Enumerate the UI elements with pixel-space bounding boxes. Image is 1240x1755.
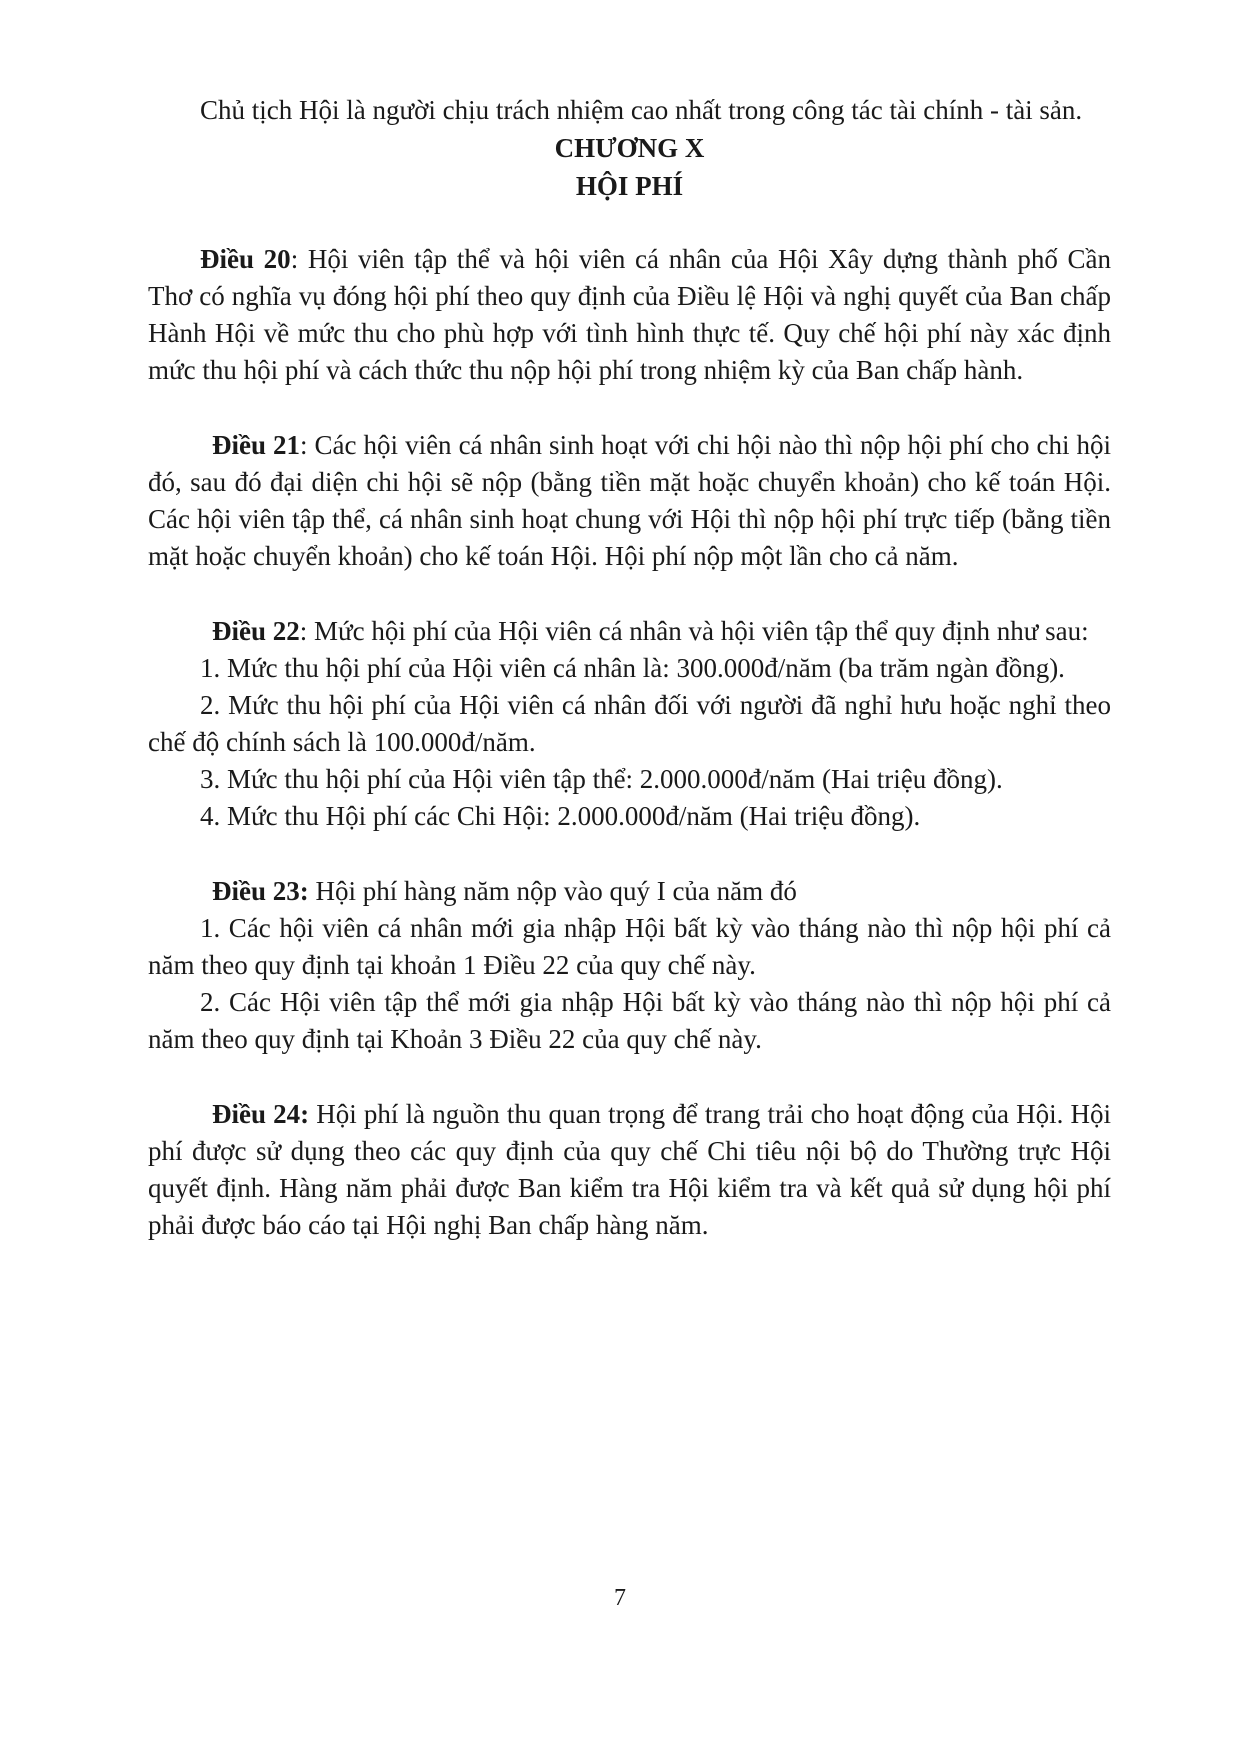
article-22-text: : Mức hội phí của Hội viên cá nhân và hội viên tập thể quy định như sau: (299, 616, 1089, 646)
article-21-label: Điều 21 (212, 430, 301, 460)
article-22-item-3: 3. Mức thu hội phí của Hội viên tập thể: 2.000.000đ/năm (Hai triệu đồng). (200, 764, 1003, 794)
article-20 (148, 241, 1111, 389)
article-22-item-2: 2. Mức thu hội phí của Hội viên cá nhân đối với người đã nghỉ hưu hoặc nghỉ theo chế độ chính sách là 100.000đ/năm. (148, 690, 1111, 757)
article-22 (148, 613, 1111, 650)
article-23-label: Điều 23: (212, 876, 309, 906)
chapter-number: CHƯƠNG X (554, 133, 705, 163)
article-22-item-4: 4. Mức thu Hội phí các Chi Hội: 2.000.000đ/năm (Hai triệu đồng). (200, 801, 921, 831)
article-24-text: Hội phí là nguồn thu quan trọng để trang trải cho hoạt động của Hội. Hội phí được sử dụng theo các quy định của quy chế Chi tiêu nội bộ do Thường trực Hội quyết định. Hàng năm phải được Ban kiểm tra Hội kiểm tra và kết quả sử dụng hội phí phải được báo cáo tại Hội nghị Ban chấp hàng năm. (148, 1099, 1111, 1240)
article-23-item-2: 2. Các Hội viên tập thể mới gia nhập Hội bất kỳ vào tháng nào thì nộp hội phí cả năm theo quy định tại Khoản 3 Điều 22 của quy chế này. (148, 987, 1111, 1054)
article-20-label: Điều 20 (200, 244, 291, 274)
article-23-item-1: 1. Các hội viên cá nhân mới gia nhập Hội bất kỳ vào tháng nào thì nộp hội phí cả năm theo quy định tại khoản 1 Điều 22 của quy chế này. (148, 913, 1111, 980)
article-20-text: : Hội viên tập thể và hội viên cá nhân của Hội Xây dựng thành phố Cần Thơ có nghĩa vụ đóng hội phí theo quy định của Điều lệ Hội và nghị quyết của Ban chấp Hành Hội về mức thu cho phù hợp với tình hình thực tế. Quy chế hội phí này xác định mức thu hội phí và cách thức thu nộp hội phí trong nhiệm kỳ của Ban chấp hành. (148, 244, 1111, 385)
page-content (148, 92, 1111, 1244)
article-23 (148, 873, 1111, 910)
article-22-item-1: 1. Mức thu hội phí của Hội viên cá nhân là: 300.000đ/năm (ba trăm ngàn đồng). (200, 653, 1065, 683)
chapter-title: HỘI PHÍ (575, 171, 684, 201)
article-22-label: Điều 22 (212, 616, 300, 646)
intro-paragraph: Chủ tịch Hội là người chịu trách nhiệm cao nhất trong công tác tài chính - tài sản. (200, 95, 1083, 125)
article-21-text: : Các hội viên cá nhân sinh hoạt với chi hội nào thì nộp hội phí cho chi hội đó, sau đó đại diện chi hội sẽ nộp (bằng tiền mặt hoặc chuyển khoản) cho kế toán Hội. Các hội viên tập thể, cá nhân sinh hoạt chung với Hội thì nộp hội phí trực tiếp (bằng tiền mặt hoặc chuyển khoản) cho kế toán Hội. Hội phí nộp một lần cho cả năm. (148, 430, 1112, 571)
page-number: 7 (614, 1585, 626, 1611)
article-24-label: Điều 24: (212, 1099, 310, 1129)
article-23-text: Hội phí hàng năm nộp vào quý I của năm đó (308, 876, 797, 906)
article-24 (148, 1096, 1111, 1244)
article-21 (148, 427, 1111, 575)
